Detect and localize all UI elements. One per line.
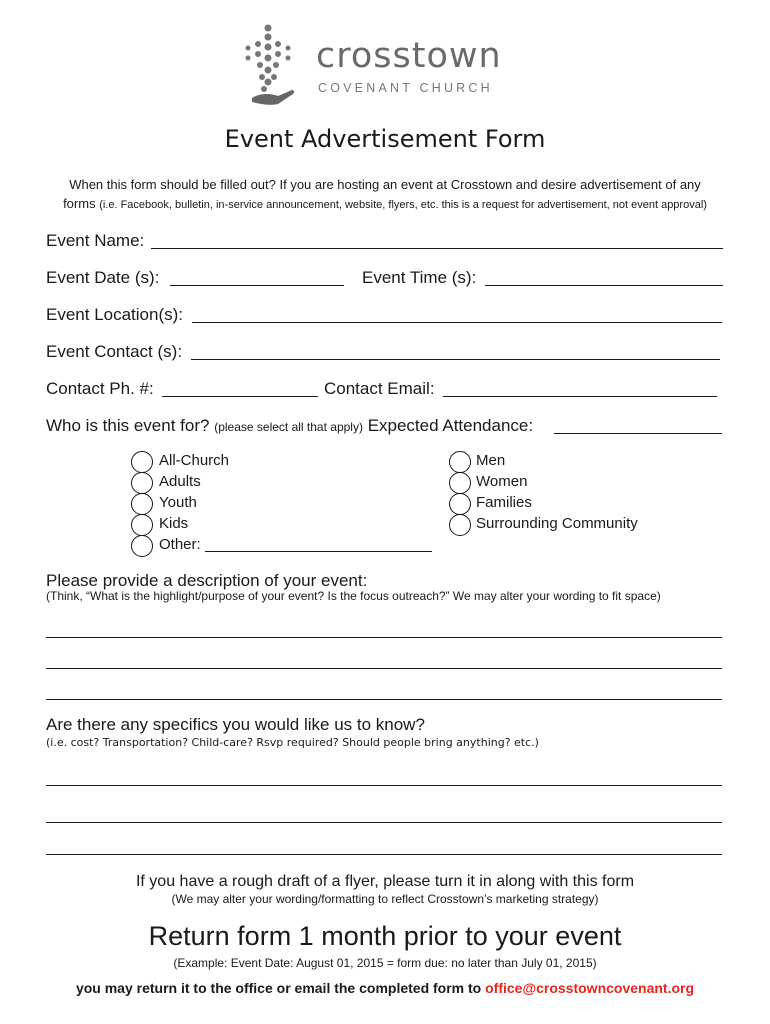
specifics-line-2[interactable] (46, 822, 722, 823)
page-title: Event Advertisement Form (224, 125, 546, 153)
contact-email-label: Contact Email: (324, 379, 435, 398)
deadline-heading: Return form 1 month prior to your event (148, 921, 622, 951)
expected-attendance-label: Expected Attendance: (367, 416, 534, 435)
men-label: Men (476, 452, 506, 469)
expected-attendance-input[interactable] (554, 433, 722, 434)
event-time-input[interactable] (485, 285, 723, 286)
description-note: (Think, “What is the highlight/purpose of your event? Is the focus outreach?” We may alter your wording to fit space) (46, 589, 661, 603)
specifics-line-3[interactable] (46, 854, 722, 855)
contact-email-input[interactable] (443, 396, 717, 397)
youth-label: Youth (159, 494, 197, 511)
who-for-row (46, 416, 533, 436)
other-label: Other: (159, 536, 201, 553)
logo-subtitle: COVENANT CHURCH (318, 81, 493, 95)
flyer-note: (We may alter your wording/formatting to reflect Crosstown’s marketing strategy) (171, 892, 599, 906)
description-line-3[interactable] (46, 699, 722, 700)
intro-lead: forms (63, 196, 96, 211)
kids-checkbox[interactable] (131, 514, 153, 536)
women-label: Women (476, 473, 528, 490)
event-location-input[interactable] (192, 322, 722, 323)
deadline-example: (Example: Event Date: August 01, 2015 = form due: no later than July 01, 2015) (173, 956, 597, 970)
youth-checkbox[interactable] (131, 493, 153, 515)
surrounding-community-label: Surrounding Community (476, 515, 638, 532)
event-contact-label: Event Contact (s): (46, 342, 183, 361)
intro-line-2 (0, 196, 770, 211)
event-date-input[interactable] (170, 285, 344, 286)
women-checkbox[interactable] (449, 472, 471, 494)
footer-email-link[interactable]: office@crosstowncovenant.org (485, 980, 695, 996)
kids-label: Kids (159, 515, 189, 532)
intro-line-1: When this form should be filled out? If you are hosting an event at Crosstown and desire advertisement of any (69, 177, 701, 192)
specifics-line-1[interactable] (46, 785, 722, 786)
specifics-note: (i.e. cost? Transportation? Child-care? Rsvp required? Should people bring anything? etc.) (46, 736, 539, 749)
event-contact-input[interactable] (191, 359, 720, 360)
description-heading: Please provide a description of your event: (46, 571, 368, 590)
other-input[interactable] (205, 551, 432, 552)
description-line-1[interactable] (46, 637, 722, 638)
intro-small: (i.e. Facebook, bulletin, in-service announcement, website, flyers, etc. this is a request for advertisement, not event approval) (99, 199, 707, 211)
event-name-input[interactable] (151, 248, 723, 249)
who-for-note: (please select all that apply) (214, 420, 363, 434)
families-label: Families (476, 494, 532, 511)
contact-phone-label: Contact Ph. #: (46, 379, 154, 398)
adults-label: Adults (159, 473, 201, 490)
all-church-checkbox[interactable] (131, 451, 153, 473)
families-checkbox[interactable] (449, 493, 471, 515)
cross-logo-icon (238, 22, 298, 108)
event-location-label: Event Location(s): (46, 305, 184, 324)
contact-phone-input[interactable] (162, 396, 318, 397)
event-time-label: Event Time (s): (362, 268, 477, 287)
adults-checkbox[interactable] (131, 472, 153, 494)
all-church-label: All-Church (159, 452, 230, 469)
event-name-label: Event Name: (46, 231, 145, 250)
flyer-line: If you have a rough draft of a flyer, please turn it in along with this form (135, 873, 635, 890)
event-date-label: Event Date (s): (46, 268, 160, 287)
who-for-label: Who is this event for? (46, 416, 210, 435)
logo-name: crosstown (316, 36, 502, 76)
surrounding-community-checkbox[interactable] (449, 514, 471, 536)
specifics-heading: Are there any specifics you would like us to know? (46, 715, 425, 734)
other-checkbox[interactable] (131, 535, 153, 557)
men-checkbox[interactable] (449, 451, 471, 473)
footer-text: you may return it to the office or email the completed form to (75, 980, 482, 996)
church-logo (238, 22, 538, 108)
description-line-2[interactable] (46, 668, 722, 669)
footer-line (0, 980, 770, 996)
